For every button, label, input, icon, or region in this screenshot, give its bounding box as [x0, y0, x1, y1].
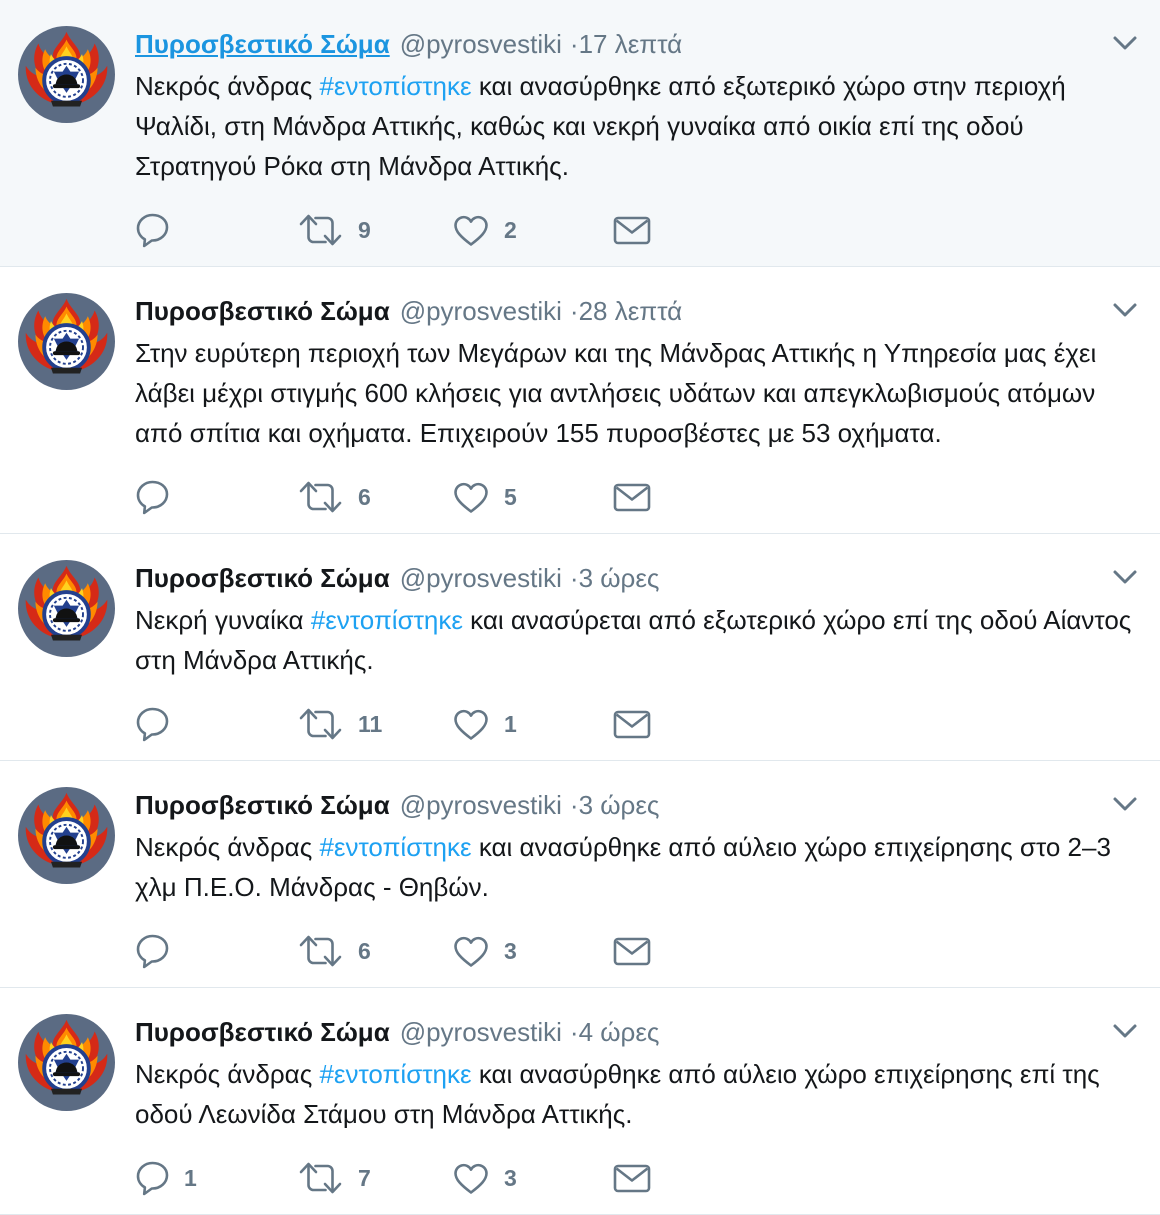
like-count: 2 — [504, 216, 517, 243]
fire-service-logo-icon — [18, 1014, 115, 1111]
reply-icon — [135, 706, 170, 743]
retweet-count: 6 — [358, 937, 371, 964]
retweet-icon — [297, 478, 344, 516]
direct-message-button[interactable] — [612, 936, 652, 967]
reply-icon — [135, 933, 170, 970]
tweet-text: Νεκρός άνδρας #εντοπίστηκε και ανασύρθηκε από εξωτερικό χώρο στην περιοχή Ψαλίδι, στη Μάνδρα Αττικής, καθώς και νεκρή γυναίκα από οικία επί της οδού Στρατηγού Ρόκα στη Μάνδρα Αττικής. — [135, 71, 1066, 181]
user-handle: @pyrosvestiki — [399, 563, 562, 593]
retweet-count: 7 — [358, 1164, 371, 1191]
tweet-header — [135, 785, 1140, 825]
tweet-actions — [135, 471, 1140, 523]
tweet-menu-button[interactable] — [1092, 1017, 1140, 1041]
tweet-text: Νεκρή γυναίκα #εντοπίστηκε και ανασύρεται από εξωτερικό χώρο επί της οδού Αίαντος στη Μάνδρα Αττικής. — [135, 605, 1132, 675]
tweet-content — [135, 291, 1140, 523]
like-button[interactable] — [452, 1161, 612, 1196]
tweet-menu-button[interactable] — [1092, 790, 1140, 814]
retweet-icon — [297, 211, 344, 249]
tweet-content — [135, 24, 1140, 256]
user-handle: @pyrosvestiki — [399, 790, 562, 820]
retweet-button[interactable] — [297, 705, 452, 743]
envelope-icon — [612, 709, 652, 740]
like-button[interactable] — [452, 934, 612, 969]
reply-icon — [135, 212, 170, 249]
tweet-actions — [135, 925, 1140, 977]
timestamp-link[interactable]: ·28 λεπτά — [569, 296, 683, 326]
like-count: 3 — [504, 937, 517, 964]
timestamp-link[interactable]: ·17 λεπτά — [569, 29, 683, 59]
tweet-content — [135, 1012, 1140, 1204]
reply-button[interactable] — [135, 933, 297, 970]
tweet-text: Νεκρός άνδρας #εντοπίστηκε και ανασύρθηκε από αύλειο χώρο επιχείρησης στο 2–3 χλμ Π.Ε.Ο. Μάνδρας - Θηβών. — [135, 832, 1111, 902]
direct-message-button[interactable] — [612, 482, 652, 513]
retweet-button[interactable] — [297, 932, 452, 970]
tweet[interactable] — [0, 534, 1160, 761]
direct-message-button[interactable] — [612, 215, 652, 246]
tweet-text: Στην ευρύτερη περιοχή των Μεγάρων και της Μάνδρας Αττικής η Υπηρεσία μας έχει λάβει μέχρι στιγμής 600 κλήσεις για αντλήσεις υδάτων και απεγκλωβισμούς ατόμων από σπίτια και οχήματα. Επιχειρούν 155 πυροσβέστες με 53 οχήματα. — [135, 338, 1097, 448]
display-name-link[interactable]: Πυροσβεστικό Σώμα — [135, 563, 390, 593]
tweet-header — [135, 24, 1140, 64]
user-handle: @pyrosvestiki — [399, 296, 562, 326]
reply-button[interactable] — [135, 479, 297, 516]
envelope-icon — [612, 1163, 652, 1194]
retweet-button[interactable] — [297, 1159, 452, 1197]
avatar[interactable] — [18, 293, 115, 390]
chevron-down-icon — [1112, 302, 1138, 320]
tweet-menu-button[interactable] — [1092, 29, 1140, 53]
avatar[interactable] — [18, 26, 115, 123]
heart-icon — [452, 707, 490, 742]
chevron-down-icon — [1112, 796, 1138, 814]
tweet-header — [135, 558, 1140, 598]
like-button[interactable] — [452, 707, 612, 742]
hashtag-link[interactable]: #εντοπίστηκε — [319, 1059, 472, 1089]
hashtag-link[interactable]: #εντοπίστηκε — [319, 832, 472, 862]
display-name-link[interactable]: Πυροσβεστικό Σώμα — [135, 790, 390, 820]
display-name-link[interactable]: Πυροσβεστικό Σώμα — [135, 29, 390, 59]
reply-button[interactable] — [135, 706, 297, 743]
direct-message-button[interactable] — [612, 709, 652, 740]
user-handle: @pyrosvestiki — [399, 1017, 562, 1047]
like-count: 5 — [504, 483, 517, 510]
retweet-button[interactable] — [297, 211, 452, 249]
user-handle: @pyrosvestiki — [399, 29, 562, 59]
envelope-icon — [612, 482, 652, 513]
tweet-content — [135, 558, 1140, 750]
display-name-link[interactable]: Πυροσβεστικό Σώμα — [135, 296, 390, 326]
tweet-actions — [135, 1152, 1140, 1204]
direct-message-button[interactable] — [612, 1163, 652, 1194]
timestamp-link[interactable]: ·3 ώρες — [569, 790, 660, 820]
retweet-icon — [297, 1159, 344, 1197]
avatar[interactable] — [18, 560, 115, 657]
like-button[interactable] — [452, 480, 612, 515]
tweet-menu-button[interactable] — [1092, 296, 1140, 320]
retweet-icon — [297, 932, 344, 970]
reply-icon — [135, 1160, 170, 1197]
tweet-header — [135, 291, 1140, 331]
reply-icon — [135, 479, 170, 516]
fire-service-logo-icon — [18, 560, 115, 657]
chevron-down-icon — [1112, 569, 1138, 587]
fire-service-logo-icon — [18, 26, 115, 123]
avatar[interactable] — [18, 1014, 115, 1111]
like-count: 3 — [504, 1164, 517, 1191]
heart-icon — [452, 1161, 490, 1196]
chevron-down-icon — [1112, 35, 1138, 53]
heart-icon — [452, 934, 490, 969]
reply-count: 1 — [184, 1164, 197, 1191]
reply-button[interactable] — [135, 212, 297, 249]
avatar[interactable] — [18, 787, 115, 884]
fire-service-logo-icon — [18, 787, 115, 884]
heart-icon — [452, 213, 490, 248]
reply-button[interactable] — [135, 1160, 297, 1197]
tweet-actions — [135, 204, 1140, 256]
tweet[interactable] — [0, 267, 1160, 534]
tweet[interactable] — [0, 761, 1160, 988]
hashtag-link[interactable]: #εντοπίστηκε — [319, 71, 472, 101]
tweet[interactable] — [0, 0, 1160, 267]
retweet-count: 6 — [358, 483, 371, 510]
like-count: 1 — [504, 710, 517, 737]
retweet-count: 11 — [358, 710, 383, 737]
chevron-down-icon — [1112, 1023, 1138, 1041]
timestamp-link[interactable]: ·4 ώρες — [569, 1017, 660, 1047]
retweet-count: 9 — [358, 216, 371, 243]
fire-service-logo-icon — [18, 293, 115, 390]
envelope-icon — [612, 936, 652, 967]
tweet-content — [135, 785, 1140, 977]
tweet-text: Νεκρός άνδρας #εντοπίστηκε και ανασύρθηκε από αύλειο χώρο επιχείρησης επί της οδού Λεωνίδα Στάμου στη Μάνδρα Αττικής. — [135, 1059, 1100, 1129]
display-name-link[interactable]: Πυροσβεστικό Σώμα — [135, 1017, 390, 1047]
tweet-menu-button[interactable] — [1092, 563, 1140, 587]
tweet-header — [135, 1012, 1140, 1052]
envelope-icon — [612, 215, 652, 246]
hashtag-link[interactable]: #εντοπίστηκε — [310, 605, 463, 635]
like-button[interactable] — [452, 213, 612, 248]
tweet-actions — [135, 698, 1140, 750]
heart-icon — [452, 480, 490, 515]
timestamp-link[interactable]: ·3 ώρες — [569, 563, 660, 593]
tweet[interactable] — [0, 988, 1160, 1215]
retweet-button[interactable] — [297, 478, 452, 516]
retweet-icon — [297, 705, 344, 743]
